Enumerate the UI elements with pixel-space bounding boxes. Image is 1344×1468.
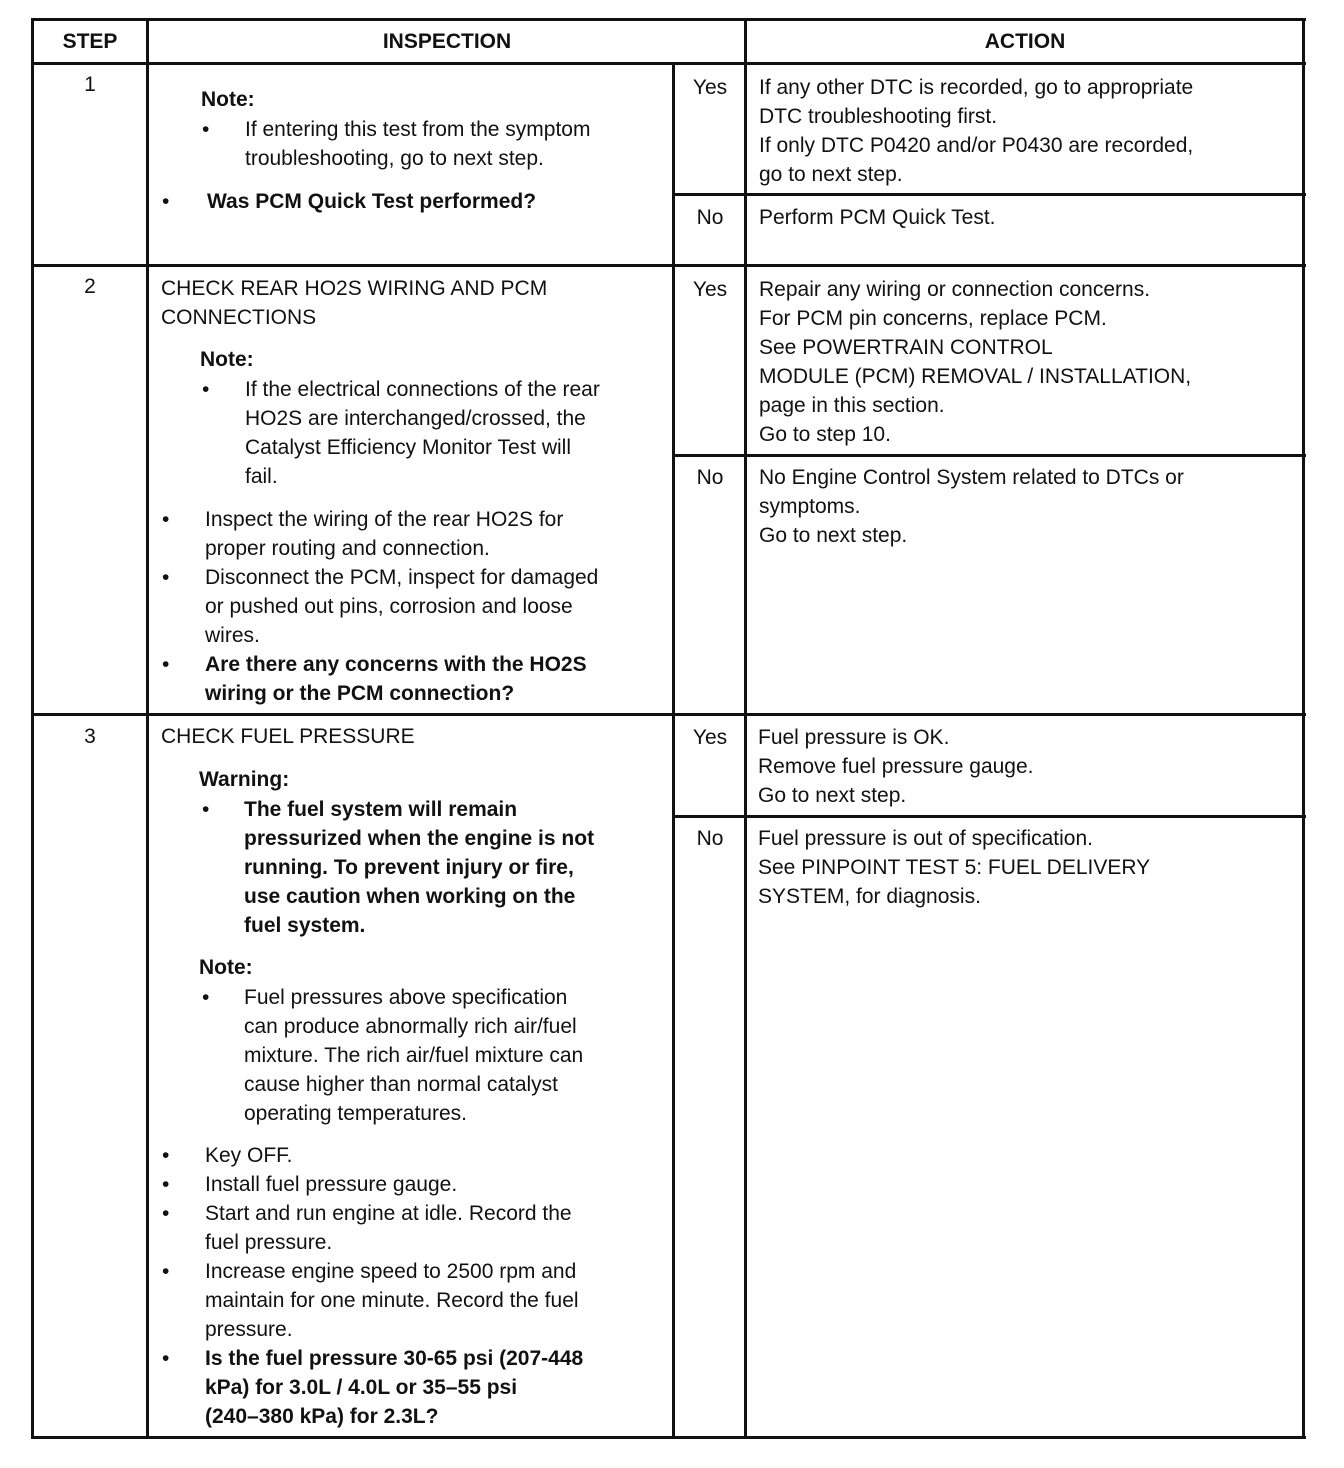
bullet: • <box>162 1173 170 1196</box>
yes-label: Yes <box>692 278 728 301</box>
inspection-question: Are there any concerns with the HO2S wiring or the PCM connection? <box>205 653 587 705</box>
step-title: CHECK REAR HO2S WIRING AND PCM CONNECTIONS <box>161 277 548 329</box>
note-text: Fuel pressures above specification can produce abnormally rich air/fuel mixture. The rich air/fuel mixture can cause higher than normal catalyst operating temperatures. <box>244 986 584 1125</box>
bullet: • <box>162 1260 170 1283</box>
inspection-bullet: Increase engine speed to 2500 rpm and maintain for one minute. Record the fuel pressure. <box>205 1260 579 1341</box>
inspection-bullet: Disconnect the PCM, inspect for damaged or pushed out pins, corrosion and loose wires. <box>205 566 599 647</box>
column-divider <box>146 18 149 1439</box>
table-border <box>1302 18 1305 1439</box>
no-label: No <box>696 466 724 489</box>
bullet: • <box>162 566 170 589</box>
header-action: ACTION <box>984 30 1066 53</box>
subrow-divider <box>673 454 1306 457</box>
no-action: Perform PCM Quick Test. <box>759 206 996 229</box>
yes-label: Yes <box>692 76 728 99</box>
bullet: • <box>202 378 210 401</box>
bullet: • <box>162 653 170 676</box>
bullet: • <box>162 1202 170 1225</box>
warning-label: Warning: <box>199 768 290 791</box>
inspection-bullet: Inspect the wiring of the rear HO2S for proper routing and connection. <box>205 508 564 560</box>
subrow-divider <box>673 193 1306 196</box>
bullet: • <box>202 986 210 1009</box>
row-divider <box>32 62 1306 65</box>
note-label: Note: <box>200 348 254 371</box>
row-divider <box>32 264 1306 267</box>
inspection-question: Was PCM Quick Test performed? <box>207 190 537 213</box>
step-title: CHECK FUEL PRESSURE <box>161 725 415 748</box>
note-text: If the electrical connections of the rear HO2S are interchanged/crossed, the Catalyst Efficiency Monitor Test will fail. <box>245 378 600 488</box>
yes-action: Fuel pressure is OK. Remove fuel pressure gauge. Go to next step. <box>758 726 1034 807</box>
header-step: STEP <box>62 30 118 53</box>
warning-text: The fuel system will remain pressurized when the engine is not running. To prevent injury or fire, use caution when working on the fuel system. <box>244 798 595 937</box>
table-border <box>32 1436 1306 1439</box>
bullet: • <box>162 1347 170 1370</box>
no-action: Fuel pressure is out of specification. See PINPOINT TEST 5: FUEL DELIVERY SYSTEM, for diagnosis. <box>758 827 1151 908</box>
inspection-bullet: Start and run engine at idle. Record the fuel pressure. <box>205 1202 572 1254</box>
table-border <box>32 18 1306 21</box>
step-number: 2 <box>84 275 96 298</box>
step-number: 1 <box>84 73 96 96</box>
no-label: No <box>696 827 724 850</box>
no-action: No Engine Control System related to DTCs or symptoms. Go to next step. <box>759 466 1184 547</box>
subrow-divider <box>673 815 1306 818</box>
yes-action: If any other DTC is recorded, go to appropriate DTC troubleshooting first. If only DTC P0420 and/or P0430 are recorded, go to next step. <box>759 76 1194 186</box>
step-number: 3 <box>84 725 96 748</box>
note-text: If entering this test from the symptom troubleshooting, go to next step. <box>245 118 591 170</box>
inspection-question: Is the fuel pressure 30-65 psi (207-448 kPa) for 3.0L / 4.0L or 35–55 psi (240–380 kPa) for 2.3L? <box>205 1347 584 1428</box>
row-divider <box>32 713 1306 716</box>
bullet: • <box>202 798 210 821</box>
header-inspection: INSPECTION <box>382 30 512 53</box>
bullet: • <box>162 508 170 531</box>
inspection-bullet: Key OFF. <box>205 1144 293 1167</box>
bullet: • <box>162 190 170 213</box>
no-label: No <box>696 206 724 229</box>
yes-label: Yes <box>692 726 728 749</box>
yes-action: Repair any wiring or connection concerns. For PCM pin concerns, replace PCM. See POWERTRAIN CONTROL MODULE (PCM) REMOVAL / INSTALLATION, page in this section. Go to step 10. <box>759 278 1192 446</box>
bullet: • <box>162 1144 170 1167</box>
note-label: Note: <box>201 88 255 111</box>
inspection-bullet: Install fuel pressure gauge. <box>205 1173 458 1196</box>
note-label: Note: <box>199 956 253 979</box>
bullet: • <box>202 118 210 141</box>
